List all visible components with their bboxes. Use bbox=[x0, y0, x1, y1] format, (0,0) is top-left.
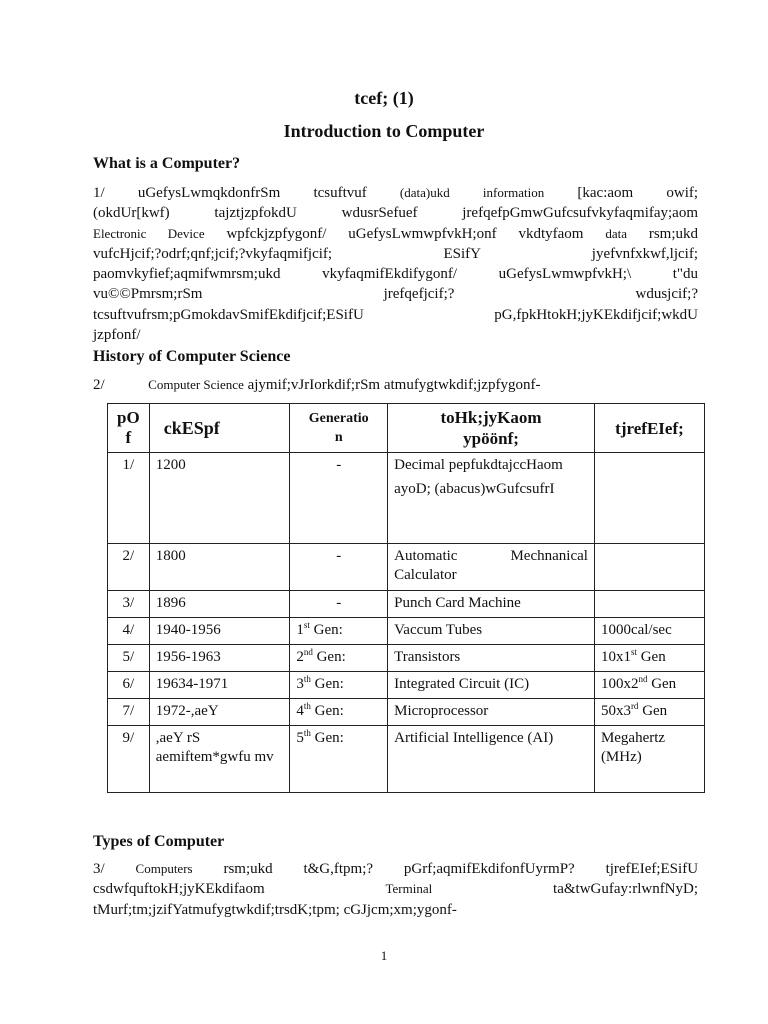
cell-technology: Integrated Circuit (IC) bbox=[388, 672, 595, 699]
cell-technology: Artificial Intelligence (AI) bbox=[388, 726, 595, 793]
cell-speed: 1000cal/sec bbox=[594, 618, 704, 645]
cell-number: 6/ bbox=[108, 672, 150, 699]
paragraph-line: 3/ Computers rsm;ukd t&G,ftpm;? pGrf;aqmifEkdifonfUyrmP? tjrefEIef;ESifU bbox=[93, 861, 699, 877]
list-number: 2/ bbox=[93, 377, 105, 393]
table-row bbox=[108, 726, 705, 793]
paragraph-history-intro: 2/ Computer Science ajymif;vJrIorkdif;rSm atmufygtwkdif;jzpfygonf- bbox=[93, 377, 541, 393]
paragraph-line: tMurf;tm;jzifYatmufygtwkdif;trsdK;tpm; cGJjcm;xm;ygonf- bbox=[93, 901, 457, 918]
cell-year: ,aeY rS aemiftem*gwfu mv bbox=[149, 726, 290, 793]
history-table bbox=[107, 403, 705, 793]
cell-generation: 2nd Gen: bbox=[290, 645, 388, 672]
cell-generation: 1st Gen: bbox=[290, 618, 388, 645]
cell-generation: - bbox=[290, 544, 388, 591]
paragraph-line: csdwfquftokH;jyKEkdifaom Terminal ta&twGufay:rlwnfNyD; bbox=[93, 881, 699, 898]
table-row bbox=[108, 672, 705, 699]
table-header-row bbox=[108, 404, 705, 453]
cell-number: 5/ bbox=[108, 645, 150, 672]
section-heading-history: History of Computer Science bbox=[93, 348, 291, 365]
cell-technology: Vaccum Tubes bbox=[388, 618, 595, 645]
cell-technology: Microprocessor bbox=[388, 699, 595, 726]
paragraph-line: vufcHjcif;?odrf;qnf;jcif;?vkyfaqmifjcif; ESifY jyefvnfxkwf,ljcif; bbox=[93, 245, 698, 262]
cell-number: 7/ bbox=[108, 699, 150, 726]
column-header-speed: tjrefEIef; bbox=[594, 404, 704, 453]
chapter-heading: tcef; (1) bbox=[354, 88, 414, 108]
paragraph-what-is-computer bbox=[93, 183, 698, 345]
cell-number: 1/ bbox=[108, 453, 150, 544]
cell-speed bbox=[594, 591, 704, 618]
paragraph-line: (okdUr[kwf) tajztjzpfokdU wdusrSefuef jrefqefpGmwGufcsufvkyfaqmifay;aom bbox=[93, 205, 699, 222]
table-row bbox=[108, 618, 705, 645]
list-number: 1/ bbox=[93, 185, 105, 201]
column-header-number: pO f bbox=[108, 404, 150, 453]
cell-speed: Megahertz (MHz) bbox=[594, 726, 704, 793]
cell-year: 1956-1963 bbox=[149, 645, 290, 672]
paragraph-line: Electronic Device wpfckjzpfygonf/ uGefysLwmwpfvkH;onf vkdtyfaom data rsm;ukd bbox=[93, 225, 698, 242]
cell-year: 19634-1971 bbox=[149, 672, 290, 699]
column-header-technology: toHk;jyKaom ypöönf; bbox=[388, 404, 595, 453]
paragraph-line: tcsuftvufrsm;pGmokdavSmifEkdifjcif;ESifU pG,fpkHtokH;jyKEkdifjcif;wkdU bbox=[93, 306, 698, 323]
paragraph-line: paomvkyfief;aqmifwmrsm;ukd vkyfaqmifEkdifygonf/ uGefysLwmwpfvkH;\ t"du bbox=[93, 266, 699, 283]
cell-speed: 50x3rd Gen bbox=[594, 699, 704, 726]
cell-technology: Punch Card Machine bbox=[388, 591, 595, 618]
cell-technology: Decimal pepfukdtajccHaom ayoD; (abacus)wGufcsufrI bbox=[388, 453, 595, 544]
paragraph-line: vu©©Pmrsm;rSm jrefqefjcif;? wdusjcif;? bbox=[93, 286, 698, 303]
cell-year: 1972-,aeY bbox=[149, 699, 290, 726]
cell-generation: 5th Gen: bbox=[290, 726, 388, 793]
cell-speed bbox=[594, 544, 704, 591]
page-title: Introduction to Computer bbox=[283, 121, 485, 141]
paragraph-line: 1/ uGefysLwmqkdonfrSm tcsuftvuf (data)ukd information [kac:aom owif; bbox=[93, 185, 699, 201]
list-number: 3/ bbox=[93, 861, 105, 877]
cell-year: 1800 bbox=[149, 544, 290, 591]
cell-number: 4/ bbox=[108, 618, 150, 645]
cell-speed bbox=[594, 453, 704, 544]
cell-technology: Automatic Mechnanical Calculator bbox=[388, 544, 595, 591]
column-header-year: ckESpf bbox=[149, 404, 290, 453]
cell-year: 1940-1956 bbox=[149, 618, 290, 645]
cell-generation: - bbox=[290, 591, 388, 618]
cell-generation: 3th Gen: bbox=[290, 672, 388, 699]
cell-year: 1896 bbox=[149, 591, 290, 618]
cell-number: 2/ bbox=[108, 544, 150, 591]
cell-speed: 10x1st Gen bbox=[594, 645, 704, 672]
paragraph-line: jzpfonf/ bbox=[93, 327, 141, 344]
paragraph-types bbox=[93, 859, 698, 920]
page-number: 1 bbox=[380, 948, 388, 963]
section-heading-what-is-computer: What is a Computer? bbox=[93, 155, 241, 172]
table-row bbox=[108, 453, 705, 544]
cell-number: 9/ bbox=[108, 726, 150, 793]
column-header-generation: Generatio n bbox=[290, 404, 388, 453]
table-row bbox=[108, 591, 705, 618]
table-row bbox=[108, 645, 705, 672]
cell-generation: 4th Gen: bbox=[290, 699, 388, 726]
table-row bbox=[108, 544, 705, 591]
cell-generation: - bbox=[290, 453, 388, 544]
table-row bbox=[108, 699, 705, 726]
cell-technology: Transistors bbox=[388, 645, 595, 672]
cell-number: 3/ bbox=[108, 591, 150, 618]
cell-year: 1200 bbox=[149, 453, 290, 544]
section-heading-types: Types of Computer bbox=[93, 833, 225, 850]
cell-speed: 100x2nd Gen bbox=[594, 672, 704, 699]
